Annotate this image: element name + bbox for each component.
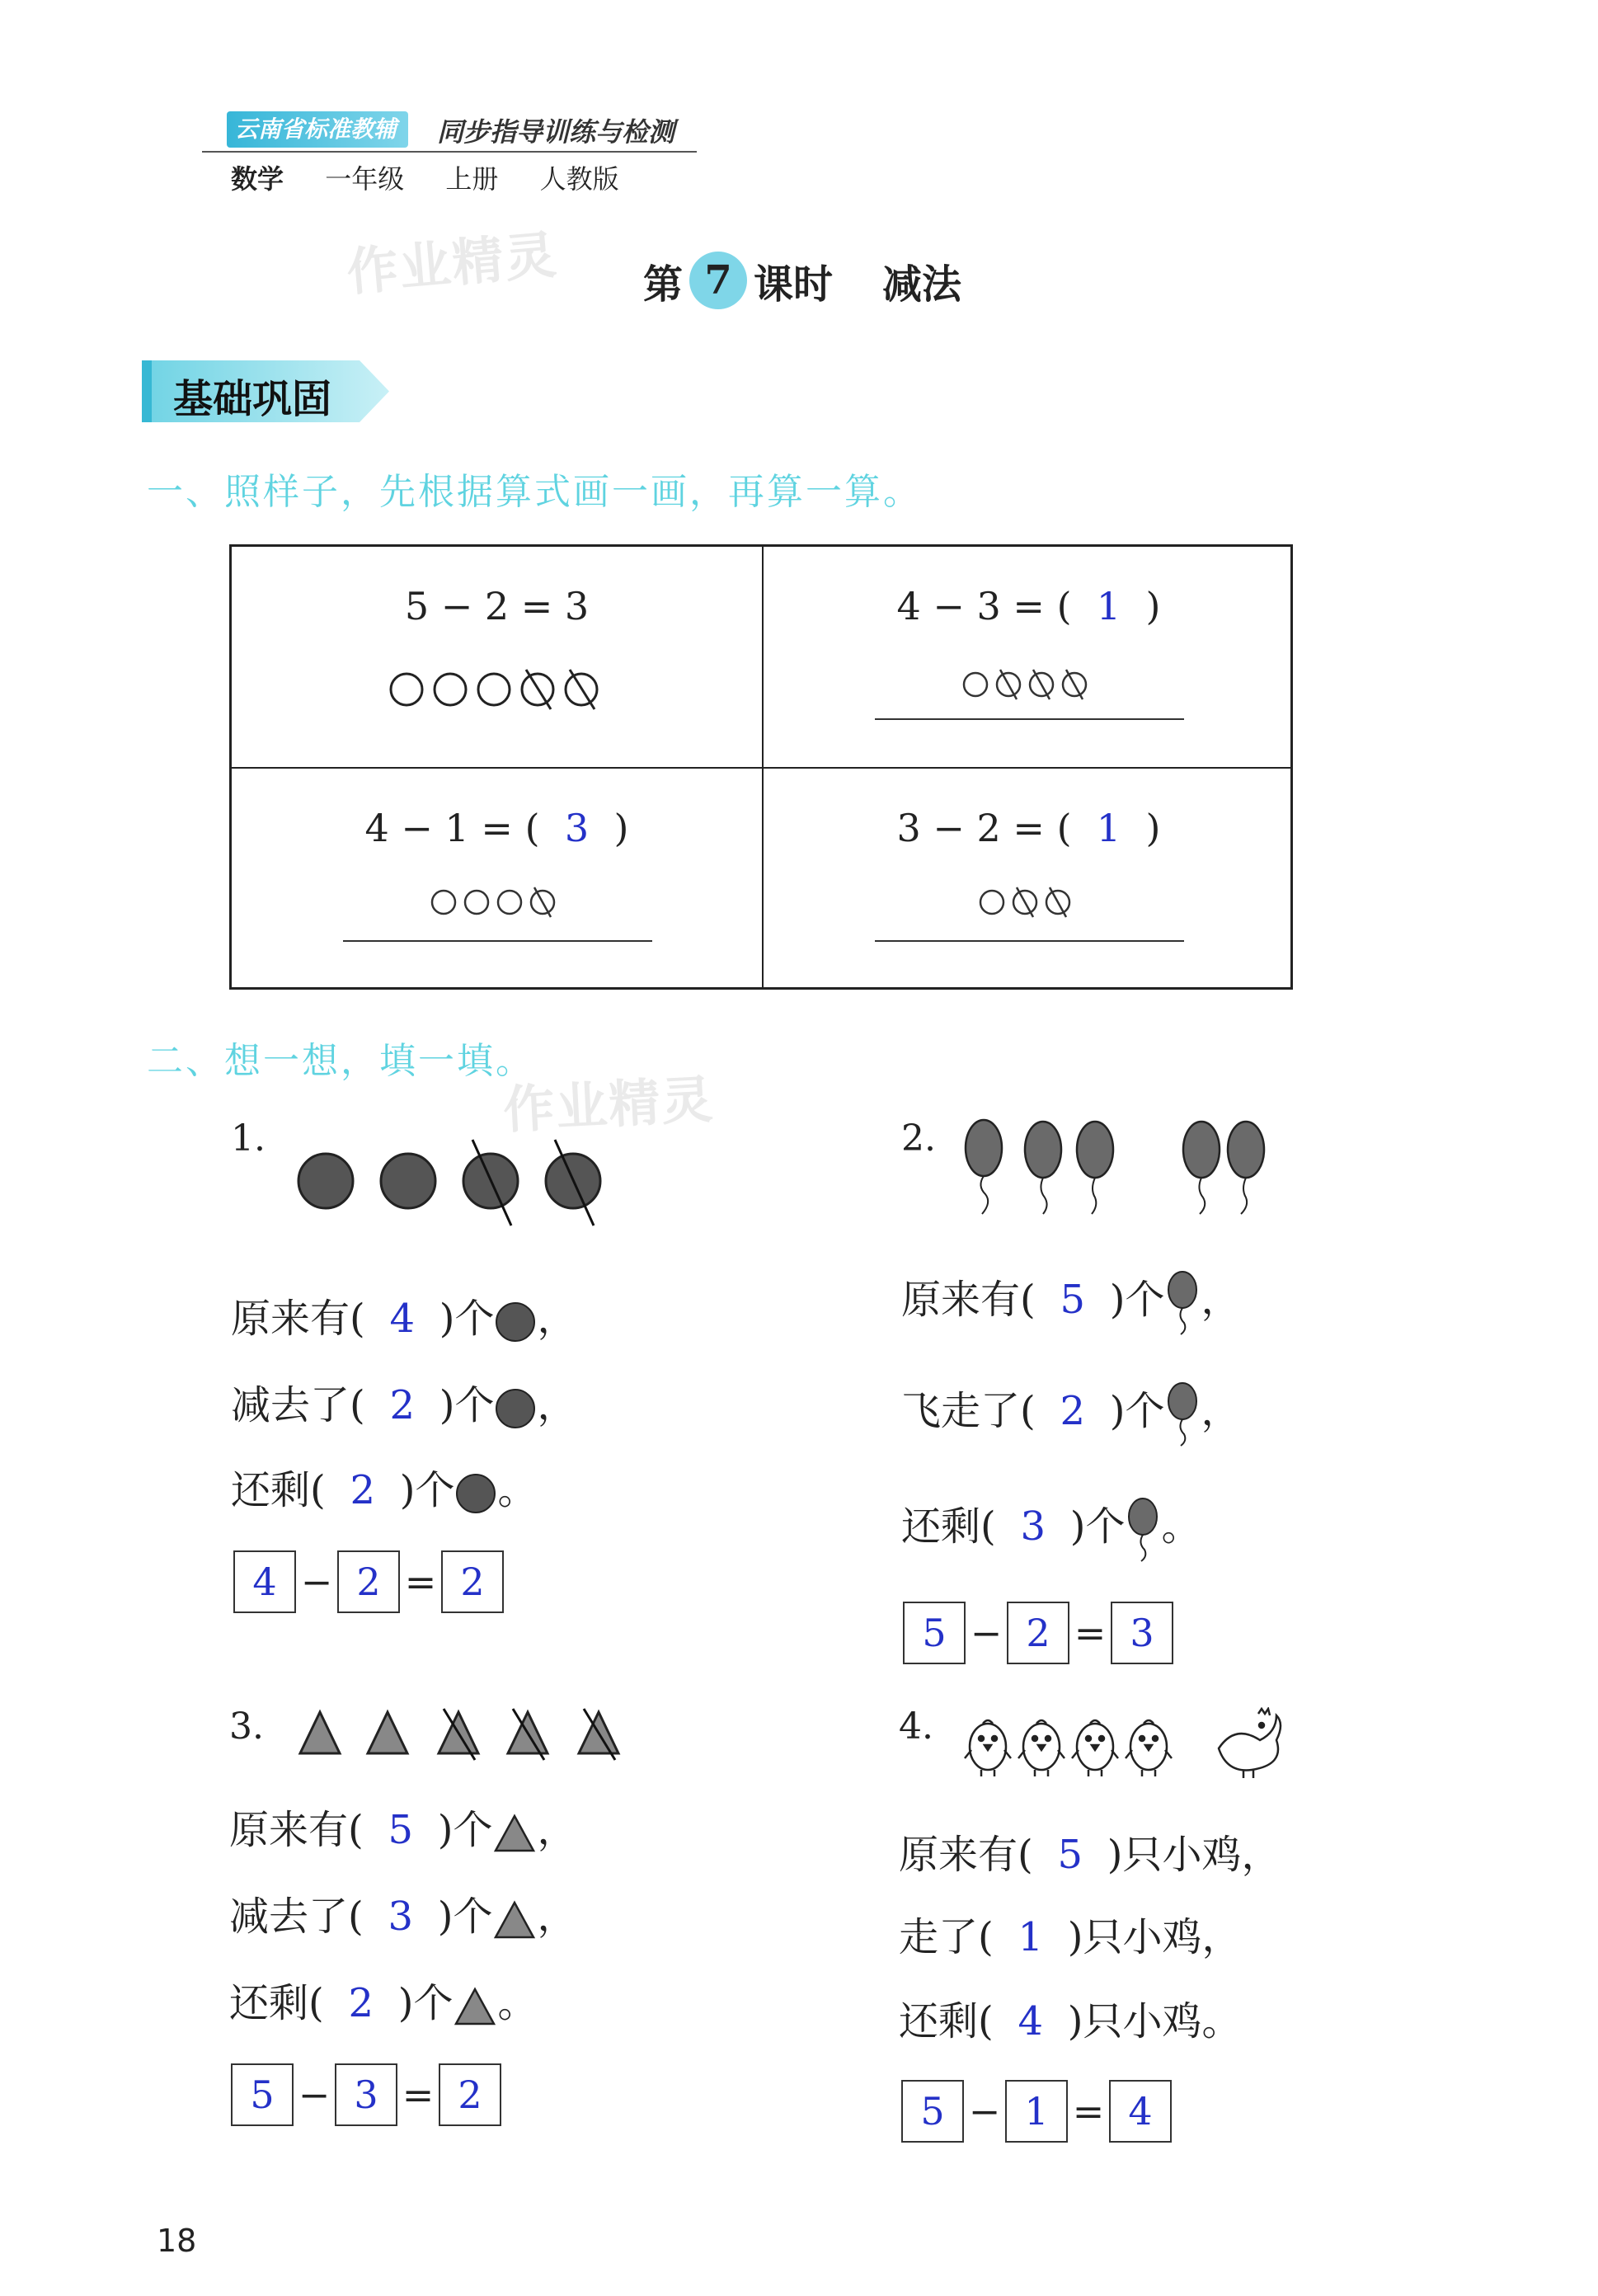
problem-4-number: 4. — [899, 1706, 933, 1748]
circles-icon — [386, 666, 609, 713]
equation: 5 − 2 = 3 — [404, 584, 590, 628]
lesson-prefix: 第 — [643, 261, 684, 308]
table-cell — [232, 769, 762, 989]
answer-line — [875, 940, 1184, 942]
problem-2-line-1: 原来有( 5 )个 ， — [901, 1268, 1240, 1336]
answer: 5 — [1060, 1277, 1085, 1323]
lesson-suffix: 课时 — [754, 261, 834, 308]
ball-icon — [454, 1472, 497, 1515]
circles-icon — [975, 884, 1083, 920]
problem-4-equation — [901, 2080, 1172, 2143]
ball-icon — [494, 1301, 537, 1343]
equation: 4 − 3 = ( 1 ) — [896, 584, 1161, 628]
answer-box: 5 — [901, 2080, 964, 2143]
answer-box: 4 — [233, 1550, 296, 1613]
answer-line — [343, 940, 652, 942]
answer-box: 5 — [231, 2063, 294, 2126]
answer: 2 — [389, 1382, 415, 1428]
problem-1-number: 1. — [231, 1117, 266, 1160]
problem-3-equation — [231, 2063, 501, 2126]
answer: 1 — [1096, 806, 1121, 850]
answer-box: 3 — [1111, 1602, 1173, 1664]
publisher-logo: 云南省标准教辅 — [227, 111, 408, 148]
answer: 2 — [1060, 1388, 1085, 1434]
equals-sign: = — [404, 1560, 437, 1604]
problem-2-number: 2. — [901, 1117, 936, 1160]
minus-sign: − — [300, 1560, 333, 1604]
minus-sign: − — [298, 2073, 331, 2117]
question-1-title: 一、照样子，先根据算式画一画，再算一算。 — [147, 471, 922, 513]
table-cell — [764, 547, 1294, 767]
minus-sign: − — [970, 1611, 1003, 1655]
triangle-icon — [492, 1813, 537, 1854]
problem-1-line-2: 减去了( 2 )个 ， — [231, 1382, 577, 1428]
answer: 2 — [350, 1467, 375, 1513]
question-2-title: 二、想一想，填一填。 — [147, 1040, 534, 1082]
problem-3-number: 3. — [229, 1706, 264, 1748]
watermark: 作业精灵 — [344, 223, 561, 303]
book-info — [231, 158, 619, 196]
answer-box: 2 — [337, 1550, 400, 1613]
answer: 3 — [388, 1894, 413, 1940]
answer: 4 — [1018, 1998, 1043, 2044]
answer-box: 5 — [903, 1602, 966, 1664]
page-number: 18 — [157, 2223, 197, 2259]
equation: 3 − 2 = ( 1 ) — [896, 806, 1161, 850]
problem-4-line-2: 走了( 1 )只小鸡， — [899, 1914, 1242, 1960]
answer: 5 — [388, 1807, 413, 1853]
circles-drawing — [232, 666, 762, 716]
table-cell — [764, 769, 1294, 989]
answer-box: 1 — [1005, 2080, 1068, 2143]
subject: 数学 — [231, 163, 284, 195]
answer-line — [875, 718, 1184, 720]
minus-sign: − — [968, 2089, 1001, 2134]
answer-box: 3 — [335, 2063, 397, 2126]
answer-box: 2 — [1007, 1602, 1069, 1664]
answer: 4 — [389, 1296, 415, 1342]
balloon-icon — [1164, 1381, 1201, 1447]
series-title: 同步指导训练与检测 — [437, 116, 675, 148]
balls-icon — [295, 1138, 625, 1229]
problem-1-line-1: 原来有( 4 )个 ， — [231, 1296, 577, 1342]
problem-1-equation — [233, 1550, 504, 1613]
problem-2-equation — [903, 1602, 1173, 1664]
answer: 1 — [1096, 584, 1121, 628]
volume: 上册 — [445, 163, 499, 195]
section-title: 基础巩固 — [173, 376, 332, 422]
answer: 2 — [348, 1980, 374, 2026]
balloon-icon — [1164, 1270, 1201, 1336]
answer: 3 — [1020, 1503, 1046, 1550]
grade: 一年级 — [325, 163, 405, 195]
section-banner-bar — [142, 360, 152, 422]
answer: 1 — [1018, 1914, 1043, 1960]
table-cell-example — [232, 547, 762, 767]
watermark: 作业精灵 — [501, 1069, 717, 1141]
problem-2-line-3: 还剩( 3 )个 。 — [901, 1494, 1201, 1563]
circles-drawing — [764, 884, 1294, 924]
circles-icon — [959, 666, 1099, 703]
problem-3-line-1: 原来有( 5 )个 ， — [229, 1807, 577, 1853]
triangles-icon — [295, 1706, 633, 1763]
answer-box: 2 — [441, 1550, 504, 1613]
edition: 人教版 — [539, 163, 619, 195]
triangle-icon — [492, 1899, 537, 1941]
answer-box: 4 — [1109, 2080, 1172, 2143]
problem-4-line-1: 原来有( 5 )只小鸡， — [899, 1832, 1281, 1878]
equation: 4 − 1 = ( 3 ) — [364, 806, 629, 850]
answer: 3 — [564, 806, 590, 850]
lesson-topic: 减法 — [882, 261, 962, 308]
circles-drawing — [232, 884, 762, 924]
header-divider — [202, 151, 697, 153]
problem-1-line-3: 还剩( 2 )个 。 — [231, 1467, 538, 1513]
equals-sign: = — [1074, 1611, 1107, 1655]
question-1-table — [229, 544, 1293, 990]
problem-2-line-2: 飞走了( 2 )个 ， — [901, 1379, 1240, 1447]
equals-sign: = — [402, 2073, 435, 2117]
circles-drawing — [764, 666, 1294, 706]
answer: 5 — [1057, 1832, 1083, 1878]
problem-3-line-2: 减去了( 3 )个 ， — [229, 1894, 577, 1940]
balloons-icon — [961, 1115, 1274, 1222]
equals-sign: = — [1072, 2089, 1105, 2134]
chicks-icon — [963, 1707, 1293, 1781]
answer-box: 2 — [439, 2063, 501, 2126]
problem-4-line-3: 还剩( 4 )只小鸡。 — [899, 1998, 1242, 2044]
circles-icon — [427, 884, 567, 920]
lesson-number: 7 — [689, 252, 747, 309]
ball-icon — [494, 1387, 537, 1430]
balloon-icon — [1125, 1497, 1161, 1563]
problem-3-line-3: 还剩( 2 )个 。 — [229, 1980, 538, 2026]
lesson-title — [643, 252, 961, 309]
triangle-icon — [453, 1986, 497, 2027]
